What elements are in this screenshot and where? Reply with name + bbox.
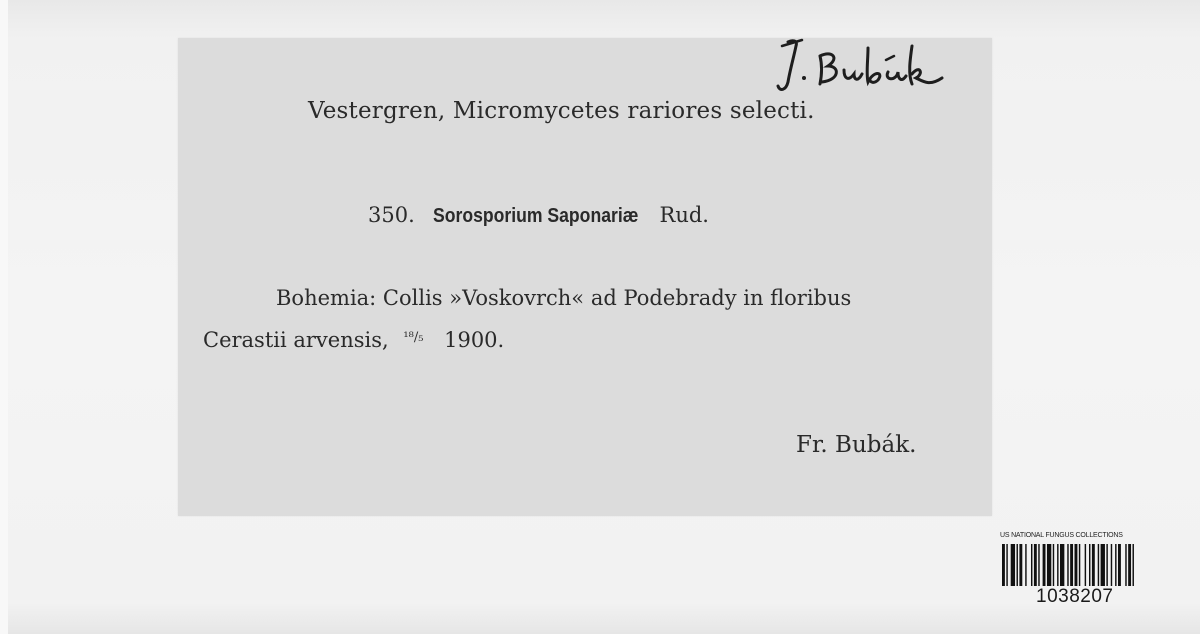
barcode-bar [1111,544,1112,586]
barcode-bar [1011,544,1015,586]
barcode-number: 1038207 [1036,586,1114,607]
barcode-bar [1133,544,1134,586]
exsiccata-number: 350. [368,203,415,227]
host-name: Cerastii arvensis, [203,328,389,352]
barcode-bar [1047,544,1051,586]
barcode-bar [1089,544,1090,586]
species-author: Rud. [659,203,709,227]
barcode-bar [1038,544,1039,586]
barcode-bar [1031,544,1032,586]
barcode-bar [1075,544,1078,586]
species-line [368,203,709,228]
barcode-bar [1079,544,1080,586]
barcode-bar [1101,544,1105,586]
barcode-bar [1034,544,1037,586]
barcode-bar [1106,544,1107,586]
locality-line-2 [203,328,504,352]
barcode-bar [1060,544,1064,586]
collection-year: 1900. [444,328,505,352]
barcode-bar [1025,544,1026,586]
collection-date: ¹⁸/₅ [403,330,424,345]
barcode-bar [1085,544,1086,586]
barcode-bar [1092,544,1095,586]
barcode-bar [1053,544,1054,586]
barcode-bar [1125,544,1126,586]
barcode-bar [1118,544,1121,586]
barcode-bar [1006,544,1007,586]
barcode-institution: US NATIONAL FUNGUS COLLECTIONS [1000,532,1123,539]
series-title: Vestergren, Micromycetes rariores selecti. [308,98,815,124]
barcode-bar [1098,544,1099,586]
barcode-bar [1128,544,1131,586]
barcode-bar [1067,544,1068,586]
barcode-bar [1070,544,1073,586]
barcode-bar [1043,544,1046,586]
collector-name: Fr. Bubák. [796,432,917,458]
barcode-bar [1115,544,1116,586]
sheet-edge [0,0,8,634]
species-name: Sorosporium Saponariæ [433,205,639,227]
barcode-bar [1002,544,1005,586]
handwritten-signature [774,34,954,104]
barcode-label [996,526,1176,612]
barcode-bars [1002,544,1172,586]
barcode-bar [1019,544,1022,586]
barcode-bar [1057,544,1058,586]
barcode-bar [1017,544,1018,586]
locality-line-1: Bohemia: Collis »Voskovrch« ad Podebrady in floribus [276,286,852,310]
